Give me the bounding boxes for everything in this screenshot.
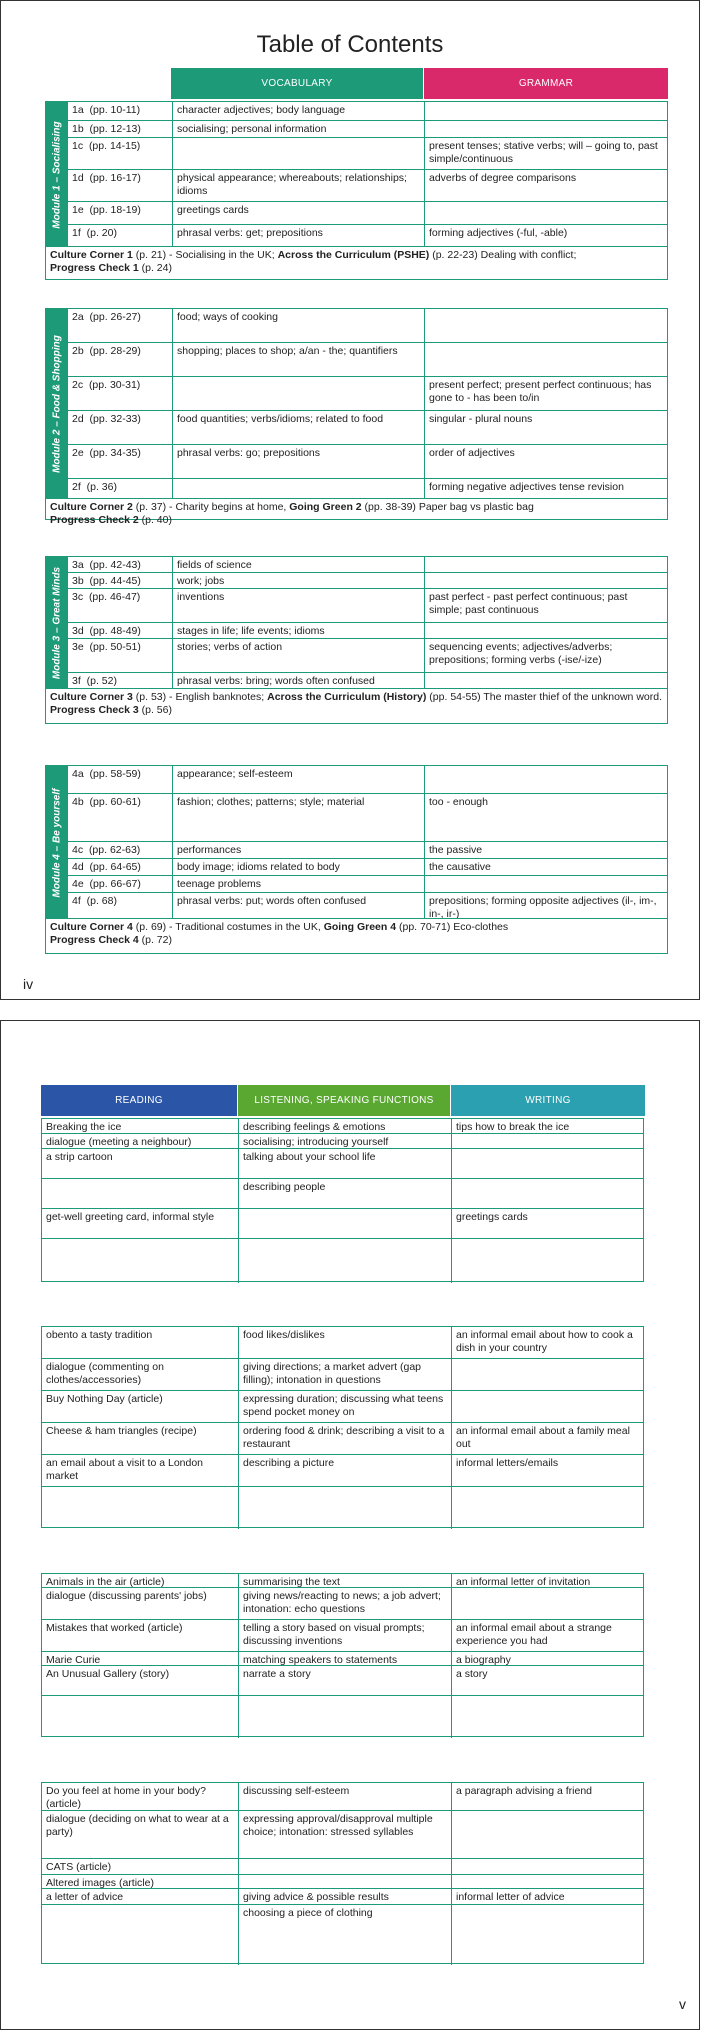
lesson-cell — [68, 794, 172, 841]
lesson-id: 3f — [72, 675, 81, 687]
listening-speaking-cell: narrate a story — [238, 1666, 451, 1695]
table-row — [68, 876, 667, 893]
listening-speaking-cell — [238, 1487, 451, 1529]
culture-corner-link[interactable]: Culture Corner 3 — [50, 691, 133, 703]
reading-cell: dialogue (discussing parents' jobs) — [46, 1590, 207, 1602]
lesson-pages: (pp. 12-13) — [89, 123, 141, 135]
progress-check-link[interactable]: Progress Check 2 — [50, 514, 139, 526]
writing-cell: informal letters/emails — [451, 1455, 643, 1486]
reading-cell: Buy Nothing Day (article) — [46, 1393, 163, 1405]
module-label: Module 4 – Be yourself — [51, 788, 63, 897]
table-row — [68, 557, 667, 573]
grammar-cell: singular - plural nouns — [424, 411, 667, 444]
reading-cell: dialogue (deciding on what to wear at a party) — [46, 1813, 229, 1838]
listening-speaking-cell: ordering food & drink; describing a visit to a restaurant — [238, 1423, 451, 1454]
table-row — [68, 202, 667, 225]
listening-speaking-cell: talking about your school life — [238, 1149, 451, 1178]
vocabulary-cell: fashion; clothes; patterns; style; material — [172, 794, 424, 841]
module-label: Module 1 – Socialising — [51, 120, 63, 229]
lesson-cell — [68, 343, 172, 376]
lesson-cell — [68, 639, 172, 672]
lesson-id: 3b — [72, 575, 84, 587]
lesson-cell — [68, 225, 172, 246]
vocabulary-cell: body image; idioms related to body — [172, 859, 424, 875]
reading-cell: a letter of advice — [46, 1891, 124, 1903]
listening-speaking-cell: choosing a piece of clothing — [238, 1905, 451, 1965]
grammar-cell — [424, 343, 667, 376]
lesson-cell — [68, 589, 172, 622]
culture-corner-link[interactable]: Culture Corner 2 — [50, 501, 133, 513]
grammar-cell: prepositions; forming opposite adjectives (il-, im-, in-, ir-) — [424, 893, 667, 918]
table-row — [68, 673, 667, 689]
vocabulary-cell: shopping; places to shop; a/an - the; quantifiers — [172, 343, 424, 376]
lesson-pages: (pp. 46-47) — [88, 591, 141, 603]
table-row — [68, 377, 667, 411]
grammar-cell — [424, 766, 667, 793]
module-2-skills-table — [41, 1326, 644, 1528]
lesson-pages: (pp. 64-65) — [89, 861, 141, 873]
reading-cell: an email about a visit to a London market — [46, 1457, 204, 1482]
reading-cell: a strip cartoon — [46, 1151, 113, 1163]
table-row — [42, 1423, 643, 1455]
lesson-id: 2d — [72, 413, 84, 425]
progress-check-link[interactable]: Progress Check 4 — [50, 934, 139, 946]
listening-speaking-cell: expressing duration; discussing what teens spend pocket money on — [238, 1391, 451, 1422]
vocabulary-cell: food; ways of cooking — [172, 309, 424, 342]
table-row — [42, 1134, 643, 1149]
module-3-table — [45, 556, 668, 724]
lesson-cell — [68, 623, 172, 638]
writing-cell — [451, 1179, 643, 1208]
writing-cell: greetings cards — [451, 1209, 643, 1238]
extra-section-text: (pp. 70-71) Eco-clothes — [396, 921, 509, 933]
reading-cell: Altered images (article) — [46, 1877, 154, 1888]
extra-section-text: (pp. 54-55) The master thief of the unknown word. — [426, 691, 662, 703]
grammar-cell: present tenses; stative verbs; will – going to, past simple/continuous — [424, 138, 667, 169]
writing-cell — [451, 1588, 643, 1619]
table-row — [42, 1905, 643, 1965]
page-number: iv — [23, 976, 34, 992]
table-row — [68, 225, 667, 247]
table-row — [42, 1811, 643, 1859]
writing-cell: a paragraph advising a friend — [451, 1783, 643, 1810]
writing-cell — [451, 1239, 643, 1283]
writing-cell: an informal letter of invitation — [451, 1574, 643, 1587]
grammar-cell — [424, 202, 667, 224]
reading-cell: dialogue (commenting on clothes/accessories) — [46, 1361, 164, 1386]
table-row — [68, 623, 667, 639]
table-row — [42, 1359, 643, 1391]
table-row — [42, 1119, 643, 1134]
lesson-id: 1d — [72, 172, 84, 184]
table-row — [68, 893, 667, 919]
listening-speaking-cell — [238, 1209, 451, 1238]
table-row — [68, 309, 667, 343]
progress-check-pages: (p. 40) — [138, 514, 172, 526]
extra-section-title[interactable]: Going Green 2 — [289, 501, 362, 513]
lesson-pages: (pp. 44-45) — [89, 575, 141, 587]
lesson-id: 3c — [72, 591, 84, 603]
listening-speaking-cell — [238, 1696, 451, 1738]
writing-cell: a biography — [451, 1652, 643, 1665]
lesson-pages: (pp. 42-43) — [89, 559, 141, 571]
vocabulary-cell: inventions — [172, 589, 424, 622]
grammar-cell: present perfect; present perfect continuous; has gone to - has been to/in — [424, 377, 667, 410]
table-row — [42, 1696, 643, 1738]
lesson-id: 2a — [72, 311, 84, 323]
progress-check-pages: (p. 72) — [138, 934, 172, 946]
table-row — [42, 1149, 643, 1179]
listening-speaking-cell — [238, 1239, 451, 1283]
extra-section-title[interactable]: Across the Curriculum (PSHE) — [277, 249, 430, 261]
lesson-id: 1c — [72, 140, 84, 152]
lesson-id: 4e — [72, 878, 84, 890]
lesson-cell — [68, 445, 172, 478]
lesson-cell — [68, 842, 172, 858]
writing-cell: an informal email about a strange experience you had — [451, 1620, 643, 1651]
lesson-pages: (pp. 16-17) — [89, 172, 141, 184]
table-row — [42, 1327, 643, 1359]
lesson-pages: (pp. 32-33) — [89, 413, 141, 425]
grammar-cell: forming negative adjectives tense revision — [424, 479, 667, 498]
vocabulary-cell: phrasal verbs: put; words often confused — [172, 893, 424, 918]
progress-check-link[interactable]: Progress Check 3 — [50, 704, 139, 716]
table-row — [68, 794, 667, 842]
lesson-pages: (pp. 66-67) — [89, 878, 141, 890]
lesson-cell — [68, 479, 172, 498]
vocabulary-cell: physical appearance; whereabouts; relationships; idioms — [172, 170, 424, 201]
table-row — [42, 1179, 643, 1209]
vocabulary-cell: teenage problems — [172, 876, 424, 892]
lesson-pages: (pp. 14-15) — [88, 140, 141, 152]
lesson-pages: (pp. 60-61) — [89, 796, 141, 808]
writing-cell — [451, 1487, 643, 1529]
lesson-cell — [68, 102, 172, 120]
lesson-pages: (pp. 48-49) — [89, 625, 141, 637]
module-4-table — [45, 765, 668, 954]
vocabulary-cell: greetings cards — [172, 202, 424, 224]
module-footer — [50, 249, 663, 275]
table-row — [68, 573, 667, 589]
writing-cell — [451, 1359, 643, 1390]
writing-cell — [451, 1811, 643, 1858]
reading-cell — [42, 1239, 238, 1283]
table-row — [42, 1889, 643, 1905]
module-1-table — [45, 101, 668, 280]
lesson-id: 4a — [72, 768, 84, 780]
reading-cell: get-well greeting card, informal style — [46, 1211, 215, 1223]
writing-cell — [451, 1391, 643, 1422]
module-label: Module 3 – Great Minds — [51, 566, 63, 680]
reading-cell: CATS (article) — [46, 1861, 112, 1873]
vocabulary-cell: performances — [172, 842, 424, 858]
reading-header: READING — [41, 1085, 237, 1116]
table-row — [68, 639, 667, 673]
reading-cell — [42, 1179, 238, 1208]
lesson-pages: (pp. 62-63) — [88, 844, 141, 856]
vocabulary-cell: fields of science — [172, 557, 424, 572]
table-row — [42, 1391, 643, 1423]
vocabulary-cell: character adjectives; body language — [172, 102, 424, 120]
culture-corner-link[interactable]: Culture Corner 1 — [50, 249, 133, 261]
table-row — [42, 1487, 643, 1529]
culture-corner-text: (p. 21) - Socialising in the UK; — [132, 249, 278, 261]
lesson-pages: (pp. 50-51) — [89, 641, 141, 653]
listening-speaking-cell: socialising; introducing yourself — [238, 1134, 451, 1148]
writing-cell — [451, 1905, 643, 1965]
table-row — [42, 1875, 643, 1889]
vocabulary-cell: stages in life; life events; idioms — [172, 623, 424, 638]
table-row — [42, 1239, 643, 1283]
lesson-id: 4f — [72, 895, 81, 907]
lesson-id: 3e — [72, 641, 84, 653]
table-row — [42, 1574, 643, 1588]
table-row — [68, 138, 667, 170]
extra-section-text: (pp. 38-39) Paper bag vs plastic bag — [361, 501, 534, 513]
extra-section-title[interactable]: Across the Curriculum (History) — [267, 691, 427, 703]
progress-check-pages: (p. 56) — [138, 704, 172, 716]
grammar-cell — [424, 121, 667, 137]
lesson-pages: (p. 52) — [86, 675, 117, 687]
table-row — [68, 102, 667, 121]
listening-speaking-cell: describing people — [238, 1179, 451, 1208]
grammar-cell: too - enough — [424, 794, 667, 841]
culture-corner-text: (p. 53) - English banknotes; — [132, 691, 268, 703]
extra-section-title[interactable]: Going Green 4 — [323, 921, 397, 933]
reading-cell — [42, 1487, 238, 1529]
table-row — [42, 1859, 643, 1875]
listening-speaking-cell: giving news/reacting to news; a job advert; intonation: echo questions — [238, 1588, 451, 1619]
vocabulary-cell: socialising; personal information — [172, 121, 424, 137]
reading-cell — [42, 1696, 238, 1738]
lesson-cell — [68, 377, 172, 410]
table-row — [42, 1620, 643, 1652]
lesson-cell — [68, 170, 172, 201]
lesson-cell — [68, 557, 172, 572]
lesson-cell — [68, 411, 172, 444]
table-row — [68, 842, 667, 859]
writing-cell: an informal email about a family meal out — [451, 1423, 643, 1454]
module-2-table — [45, 308, 668, 526]
table-row — [68, 121, 667, 138]
lesson-pages: (pp. 26-27) — [89, 311, 141, 323]
reading-cell: dialogue (meeting a neighbour) — [46, 1136, 192, 1148]
progress-check-link[interactable]: Progress Check 1 — [50, 262, 139, 274]
contents-page-right — [0, 1020, 700, 2030]
vocabulary-cell: work; jobs — [172, 573, 424, 588]
writing-header: WRITING — [451, 1085, 645, 1116]
lesson-cell — [68, 893, 172, 918]
module-1-skills-table — [41, 1118, 644, 1282]
page-number: v — [679, 1996, 686, 2012]
module-3-skills-table — [41, 1573, 644, 1737]
listening-speaking-cell — [238, 1859, 451, 1874]
reading-cell: An Unusual Gallery (story) — [46, 1668, 170, 1680]
lesson-id: 3a — [72, 559, 84, 571]
page-title: Table of Contents — [256, 31, 444, 58]
lesson-cell — [68, 121, 172, 137]
grammar-cell — [424, 573, 667, 588]
table-row — [68, 170, 667, 202]
lesson-id: 2e — [72, 447, 84, 459]
writing-cell — [451, 1859, 643, 1874]
lesson-cell — [68, 766, 172, 793]
vocabulary-cell: phrasal verbs: get; prepositions — [172, 225, 424, 246]
grammar-cell: past perfect - past perfect continuous; past simple; past continuous — [424, 589, 667, 622]
writing-cell — [451, 1696, 643, 1738]
vocabulary-cell: food quantities; verbs/idioms; related to food — [172, 411, 424, 444]
vocabulary-header: VOCABULARY — [171, 68, 423, 99]
table-row — [68, 859, 667, 876]
listening-speaking-cell: expressing approval/disapproval multiple choice; intonation: stressed syllables — [238, 1811, 451, 1858]
lesson-cell — [68, 859, 172, 875]
reading-cell — [42, 1905, 238, 1965]
writing-cell — [451, 1149, 643, 1178]
grammar-cell — [424, 309, 667, 342]
contents-page-left — [0, 0, 700, 1000]
writing-cell: informal letter of advice — [451, 1889, 643, 1904]
listening-speaking-cell: summarising the text — [238, 1574, 451, 1587]
listening-speaking-cell: matching speakers to statements — [238, 1652, 451, 1665]
lesson-cell — [68, 138, 172, 169]
vocabulary-cell — [172, 377, 424, 410]
module-label: Module 2 – Food & Shopping — [51, 335, 63, 473]
grammar-cell — [424, 876, 667, 892]
listening-speaking-cell: describing a picture — [238, 1455, 451, 1486]
table-row — [42, 1783, 643, 1811]
listening-speaking-cell: giving directions; a market advert (gap filling); intonation in questions — [238, 1359, 451, 1390]
vocabulary-cell: phrasal verbs: bring; words often confused — [172, 673, 424, 688]
table-row — [68, 589, 667, 623]
reading-cell: Do you feel at home in your body? (article) — [46, 1785, 206, 1810]
table-row — [42, 1209, 643, 1239]
lesson-id: 1b — [72, 123, 84, 135]
writing-cell: a story — [451, 1666, 643, 1695]
table-row — [68, 766, 667, 794]
table-row — [42, 1666, 643, 1696]
lesson-id: 1f — [72, 227, 81, 239]
lesson-id: 4c — [72, 844, 84, 856]
writing-cell: an informal email about how to cook a dish in your country — [451, 1327, 643, 1358]
lesson-cell — [68, 309, 172, 342]
lesson-id: 3d — [72, 625, 84, 637]
table-row — [42, 1652, 643, 1666]
vocabulary-cell — [172, 479, 424, 498]
lesson-cell — [68, 573, 172, 588]
grammar-cell — [424, 623, 667, 638]
reading-cell: obento a tasty tradition — [46, 1329, 153, 1341]
lesson-pages: (pp. 30-31) — [88, 379, 141, 391]
module-4-skills-table — [41, 1782, 644, 1964]
lesson-cell — [68, 673, 172, 688]
lesson-id: 4d — [72, 861, 84, 873]
grammar-cell: adverbs of degree comparisons — [424, 170, 667, 201]
culture-corner-text: (p. 69) - Traditional costumes in the UK, — [132, 921, 324, 933]
vocabulary-cell — [172, 138, 424, 169]
culture-corner-text: (p. 37) - Charity begins at home, — [132, 501, 290, 513]
extra-section-text: (p. 22-23) Dealing with conflict; — [429, 249, 577, 261]
grammar-cell: the passive — [424, 842, 667, 858]
lesson-id: 4b — [72, 796, 84, 808]
writing-cell: tips how to break the ice — [451, 1119, 643, 1133]
lesson-pages: (p. 68) — [86, 895, 117, 907]
listening-speaking-cell: food likes/dislikes — [238, 1327, 451, 1358]
grammar-header: GRAMMAR — [424, 68, 668, 99]
table-row — [68, 479, 667, 499]
reading-cell: Marie Curie — [46, 1654, 101, 1665]
lesson-id: 2f — [72, 481, 81, 493]
grammar-cell — [424, 557, 667, 572]
reading-cell: Cheese & ham triangles (recipe) — [46, 1425, 197, 1437]
grammar-cell: forming adjectives (-ful, -able) — [424, 225, 667, 246]
table-row — [68, 445, 667, 479]
lesson-pages: (pp. 10-11) — [89, 104, 141, 116]
module-footer — [50, 501, 663, 527]
grammar-cell: order of adjectives — [424, 445, 667, 478]
reading-cell: Animals in the air (article) — [46, 1576, 165, 1587]
lesson-id: 1e — [72, 204, 84, 216]
vocabulary-cell: stories; verbs of action — [172, 639, 424, 672]
grammar-cell — [424, 673, 667, 688]
vocabulary-cell: phrasal verbs: go; prepositions — [172, 445, 424, 478]
culture-corner-link[interactable]: Culture Corner 4 — [50, 921, 133, 933]
module-footer — [50, 691, 663, 717]
listening-speaking-cell: telling a story based on visual prompts; discussing inventions — [238, 1620, 451, 1651]
listening-speaking-cell — [238, 1875, 451, 1888]
reading-cell: Mistakes that worked (article) — [46, 1622, 183, 1634]
listening-speaking-cell: discussing self-esteem — [238, 1783, 451, 1810]
lesson-pages: (pp. 58-59) — [89, 768, 141, 780]
lesson-pages: (pp. 18-19) — [89, 204, 141, 216]
module-footer — [50, 921, 663, 947]
grammar-cell — [424, 102, 667, 120]
lesson-pages: (pp. 34-35) — [89, 447, 141, 459]
grammar-cell: sequencing events; adjectives/adverbs; prepositions; forming verbs (-ise/-ize) — [424, 639, 667, 672]
lesson-id: 2b — [72, 345, 84, 357]
progress-check-pages: (p. 24) — [138, 262, 172, 274]
lesson-pages: (p. 36) — [86, 481, 117, 493]
listening-speaking-cell: describing feelings & emotions — [238, 1119, 451, 1133]
writing-cell — [451, 1134, 643, 1148]
vocabulary-cell: appearance; self-esteem — [172, 766, 424, 793]
grammar-cell: the causative — [424, 859, 667, 875]
writing-cell — [451, 1875, 643, 1888]
listening-speaking-header: LISTENING, SPEAKING FUNCTIONS — [238, 1085, 450, 1116]
table-row — [42, 1455, 643, 1487]
table-row — [68, 343, 667, 377]
lesson-cell — [68, 202, 172, 224]
table-row — [42, 1588, 643, 1620]
table-row — [68, 411, 667, 445]
lesson-id: 1a — [72, 104, 84, 116]
lesson-id: 2c — [72, 379, 84, 391]
listening-speaking-cell: giving advice & possible results — [238, 1889, 451, 1904]
lesson-pages: (pp. 28-29) — [89, 345, 141, 357]
reading-cell: Breaking the ice — [46, 1121, 122, 1133]
lesson-pages: (p. 20) — [86, 227, 117, 239]
lesson-cell — [68, 876, 172, 892]
